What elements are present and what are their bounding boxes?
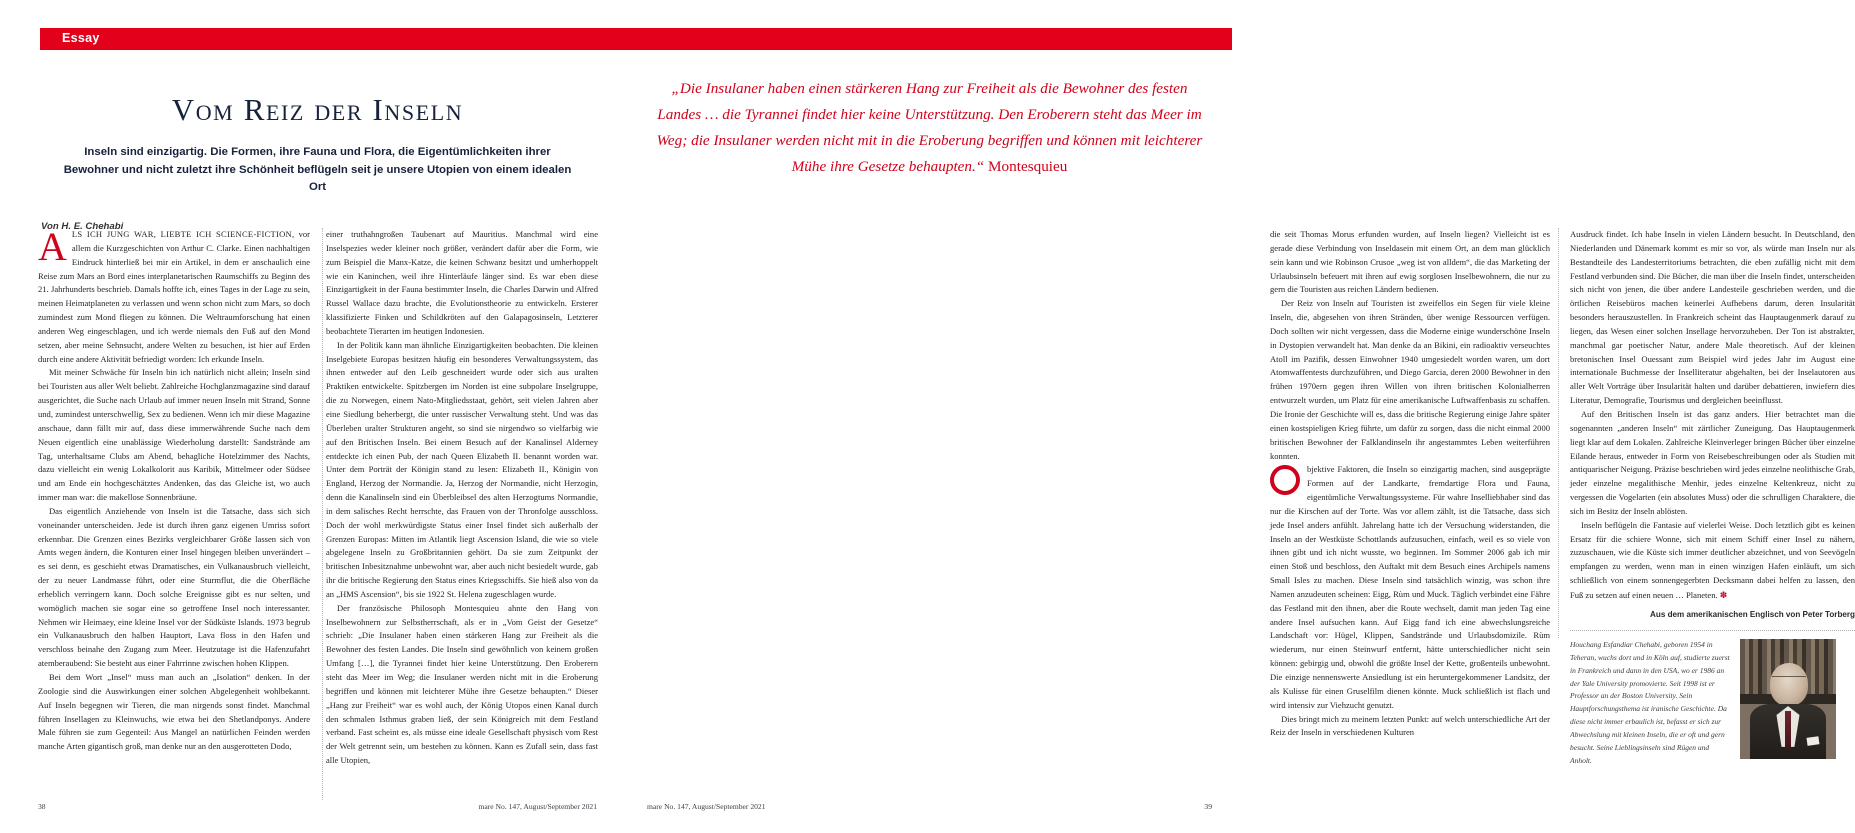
essay-kicker-label: Essay [62, 31, 100, 45]
paragraph: Der Reiz von Inseln auf Touristen ist zweifellos ein Segen für viele kleine Inseln, die, abgesehen von ihren Stränden, über wenige Ressourcen verfügen. Doch sollten wir nicht vergessen, dass die Moderne einige wunderschöne Inseln in Dystopien verwandelt hat. Man denke da an Bikini, ein radioaktiv verseuchtes Atoll im Pazifik, dessen Einwohner 1940 umgesiedelt worden waren, um dort Atomwaffentests durchzuführen, und Diego Garcia, deren 2000 Bewohner in den frühen 1970ern gegen ihren Willen von ihren britischen Kolonialherren entwurzelt wurden, um Platz für eine amerikanische Luftwaffenbasis zu schaffen. Die Ironie der Geschichte will es, dass die britische Regierung einige Jahre später einen kostspieligen Krieg führte, um dafür zu sorgen, dass die nicht einmal 2000 britischen Bewohner der Falklandinseln ihr angestammtes Leben weiterführen konnten. [1270, 298, 1550, 461]
paragraph-text: bjektive Faktoren, die Inseln so einzigartig machen, sind ausgeprägte Formen auf der Landkarte, fremdartige Flora und Fauna, eigentümliche Verwaltungssysteme. Für wahre Inselliebhaber sind das nur die Kirschen auf der Torte. Was vor allem zählt, ist die Tatsache, dass sich jede Insel anders anfühlt. Jahrelang hatte ich der Versuchung widerstanden, die Inseln an der Westküste Schottlands aufzusuchen, einfach, weil es so viele von ihnen gibt und ich nicht wusste, wo beginnen. Im Sommer 2006 gab ich mir einen Stoß und beschloss, den Auftakt mit dem Besuch eines Archipels namens Small Isles zu machen. Diese Inseln sind tatsächlich winzig, was schon ihre Namen anzudeuten scheinen: Eigg, Rùm und Muck. Täglich verbindet eine Fähre das Festland mit den ihnen, aber die Route wechselt, damit man jeden Tag eine andere Insel aufsuchen kann. Auf Eigg fand ich eine abwechslungsreiche Landschaft vor: Hügel, Klippen, Sandstrände und Urlaubsdomizile. Rùm wiederum, nur einen Steinwurf entfernt, hätte unterschiedlicher nicht sein können: gebirgig und, obwohl die größte Insel der Kette, großenteils unbewohnt. Die einzige nennenswerte Ansiedlung ist ein heruntergekommener Landsitz, der als Kulisse für einen Gruselfilm dienen könnte. Muck schließlich ist flach und wird intensiv zur Viehzucht genutzt. [1270, 464, 1550, 710]
pull-quote-attribution: Montesquieu [988, 158, 1068, 176]
page-number-left: 38 [38, 802, 46, 811]
paragraph: Ausdruck findet. Ich habe Inseln in vielen Ländern besucht. In Deutschland, den Niederlanden und Dänemark kommt es mir so vor, als würde man Inseln nur als Bestandteile des Landesterritoriums betrachten, die eben zufällig nicht mit dem Festland verbunden sind. Die Bücher, die man über die Inseln findet, unterscheiden sich nicht von jenen, die über andere Landesteile geschrieben werden, und die örtlichen Reisebüros machen keinerlei Aufhebens darum, deren Insularität besonders herauszustellen. In Frankreich scheint das Hauptaugenmerk darauf zu liegen, das Wesen einer solchen Insellage hervorzuheben. Der Ton ist abstrakter, manchmal gar poetischer Natur, andere Male theoretisch. Auf der kleinen bretonischen Insel Ouessant zum Beispiel wird jedes Jahr im August eine internationale Buchmesse der Inselliteratur abgehalten, bei der Inselautoren aus aller Welt Vorträge über Insularität halten und darüber debattieren, inwiefern dies Literatur, Demografie, Tourismus und dergleichen beeinflusst. [1570, 229, 1855, 406]
dropcap-a: A [38, 224, 67, 269]
paragraph [1270, 463, 1550, 712]
glasses-icon [1772, 676, 1807, 685]
column-3 [1270, 228, 1550, 768]
paragraph-text: Inseln beflügeln die Fantasie auf vielerlei Weise. Doch letztlich gibt es keinen Ersatz für die schiere Wonne, sich mit einem Schiff einer Insel zu nähern, zuzuschauen, wie die Küste sich immer deutlicher abzeichnet, und von Seevögeln empfangen zu werden, wenn man in einen winzigen Hafen einläuft, um sich schließlich von einem sonnengegerbten Decksmann dabei helfen zu lassen, den Fuß zu setzen auf einen neuen … Planeten. [1570, 519, 1855, 600]
byline: Von H. E. Chehabi [41, 221, 124, 233]
page-number-right: 39 [1204, 802, 1212, 811]
paragraph: Mit meiner Schwäche für Inseln bin ich natürlich nicht allein; Inseln sind bei Touristen aus aller Welt beliebt. Zahlreiche Hochglanzmagazine sind darauf ausgerichtet, die Suche nach Urlaub auf immer neuen Inseln mit Strand, Sonne und, zumindest unterschwellig, Sex zu bedienen. Wenn ich mir diese Magazine anschaue, dann fällt mir auf, dass diese immerwährende Suche nach dem Neuen eigentlich eine unablässige Wiederholung darstellt: Sandstrände am Tag, unterhaltsame Clubs am Abend, behagliche Hotelzimmer des Nachts, dazu vielleicht ein wenig Lokalkolorit aus Karibik, Mittelmeer oder Südsee und am Ende ein hochgeschätztes Andenken, das das Gleiche ist, wo auch immer man war: die makellose Sonnenbräune. [38, 367, 310, 503]
translator-credit: Aus dem amerikanischen Englisch von Peter Torberg [1650, 609, 1855, 619]
author-bio [1570, 639, 1855, 768]
issue-line-right: mare No. 147, August/September 2021 [647, 802, 766, 811]
author-bio-text: Houchang Esfandiar Chehabi, geboren 1954 in Teheran, wuchs dort und in Köln auf, studierte zuerst in Frankreich und dann in den USA, wo er 1986 an der Yale University promovierte. Seit 1998 ist er Professor an der Boston University. Sein Hauptforschungsthema ist iranische Geschichte. Da diese nicht immer erbaulich ist, befasst er sich zur Abwechslung mit kleinen Inseln, die er oft und gern besucht. Seine Lieblingsinseln sind Rügen und Anholt. [1570, 639, 1730, 765]
end-mark-icon: ✽ [1719, 589, 1728, 600]
standfirst: Inseln sind einzigartig. Die Formen, ihre Fauna und Flora, die Eigentümlichkeiten ihrer Bewohner und nicht zuletzt ihre Schönheit beflügeln seit je unsere Utopien von einem idealen Ort [63, 146, 572, 194]
issue-line-left: mare No. 147, August/September 2021 [478, 802, 597, 811]
author-portrait-photo [1740, 639, 1836, 759]
paragraph: Auf den Britischen Inseln ist das ganz anders. Hier betrachtet man die sogenannten „anderen Inseln“ mit zärtlicher Zuneigung. Das Hauptaugenmerk liegt klar auf dem Lokalen. Zahlreiche Kleinverleger bringen Bücher über einzelne Eilande heraus, entweder in Form von Reisebeschreibungen oder als Studien mit antiquarischer Neigung. Präzise beschrieben wird jedes einzelne neolithische Grab, jeder einzelne megalithische Menhir, jedes einzelne Keltenkreuz, nicht zu vergessen die Vogelarten (ein absolutes Muss) oder die schrulligen Charaktere, die sich im Besitz der Inseln ablösten. [1570, 408, 1855, 516]
pull-quote [653, 0, 1206, 181]
portrait-tie [1785, 711, 1792, 749]
dropcap-o-ring [1270, 465, 1300, 495]
paragraph: die seit Thomas Morus erfunden wurden, auf Inseln liegen? Vielleicht ist es gerade diese Verbindung von Inseldasein mit einem Ort, an dem man glücklich sein kann und wie Robinson Crusoe „weg ist von alldem“, die das Marketing der Urlaubsinseln befeuert mit ihren auf ewig sorglosen Inselbewohnern, die nur zu gern die Touristen aus reichen Ländern bedienen. [1270, 229, 1550, 295]
paragraph: Der französische Philosoph Montesquieu ahnte den Hang von Inselbewohnern zur Selbstherrschaft, als er in „Vom Geist der Gesetze“ schrieb: „Die Insulaner haben einen stärkeren Hang zur Freiheit als die Bewohner des festen Landes. Die Inseln sind gewöhnlich von keinem großen Umfang […], die Tyrannei findet hier keine Unterstützung. Den Eroberern steht das Meer im Weg; die Insulaner werden nicht mit in die Eroberung begriffen und können mit leichterer Mühe ihre Gesetze behaupten.“ Dieser „Hang zur Freiheit“ war es wohl auch, der König Utopos einen Kanal durch den schmalen Isthmus graben ließ, der sein Königreich mit dem Festland verband. Fast scheint es, als müsse eine ideale Gesellschaft physisch vom Rest der Welt getrennt sein, um bestehen zu können. Kann es Zufall sein, dass fast alle Utopien, [326, 602, 598, 766]
page-right [625, 0, 1855, 833]
page-title: Vom Reiz der Inseln [171, 92, 464, 127]
paragraph: einer truthahngroßen Taubenart auf Mauritius. Manchmal wird eine Inselspezies weder kleiner noch größer, verändert dafür aber die Form, wie zum Beispiel die Manx-Katze, die keinen Schwanz besitzt und umherhoppelt wie ein Kaninchen, weil ihre Hinterläufe länger sind. Es war eben diese Einzigartigkeit in der Fauna bestimmter Inseln, die Charles Darwin und Alfred Russel Wallace dazu brachte, die Evolutionstheorie zu entwickeln. Ersterer klassifizierte Finken und Schildkröten auf den Galapagosinseln, Letzterer beobachtete Tierarten im heutigen Indonesien. [326, 229, 598, 336]
lead-smallcaps: LS ICH JUNG WAR, LIEBTE ICH SCIENCE-FICTION, [71, 229, 295, 239]
paragraph-text: vor allem die Kurzgeschichten von Arthur C. Clarke. Einen nachhaltigen Eindruck hinterließ bei mir ein Artikel, in dem er anschaulich eine Reise zum Mars an Bord eines interplanetarischen Raumschiffs zu Beginn des 21. Jahrhunderts beschrieb. Damals hoffte ich, eines Tages in der Lage zu sein, meinen Heimatplaneten zu verlassen und wenn schon nicht zum Mars, so doch zumindest zum Mond fliegen zu können. Die Weltraumforschung hat einen anderen Weg eingeschlagen, und ich werde niemals den Fuß auf den Mond setzen, aber meine Sehnsucht, andere Welten zu besuchen, ist hier auf Erden durch eine andere Aktivität befriedigt worden: Ich erkunde Inseln. [38, 229, 311, 364]
paragraph [1570, 519, 1855, 603]
paragraph: Dies bringt mich zu meinem letzten Punkt: auf welch unterschiedliche Art der Reiz der Inseln in verschiedenen Kulturen [1270, 713, 1550, 738]
bio-divider [1570, 630, 1855, 631]
paragraph: Das eigentlich Anziehende von Inseln ist die Tatsache, dass sich sich voneinander unterscheiden. Jede ist durch ihren ganz eigenen Umriss sofort erkennbar. Die Grenzen eines Bezirks vergleichbarer Größe lassen sich von Amts wegen ändern, die Konturen einer Insel hingegen bleiben unverändert – es sei denn, es geschieht etwas Dramatisches, ein Vulkanausbruch vielleicht, der zu neuer Landmasse führt, oder eine Sturmflut, die die Oberfläche erheblich verringern kann. Doch solche Ereignisse gibt es nur selten, und womöglich machen sie sogar eine so getroffene Insel noch interessanter. Nehmen wir Heimaey, eine kleine Insel vor der Südküste Islands. 1973 begrub ein Vulkanausbruch den halben Hauptort, Lava floss in den Hafen und verschloss beinahe den Zugang zum Meer. Heutzutage ist die Hafenzufahrt atemberaubend: Sie besteht aus einer Fahrrinne zwischen hohen Klippen. [38, 505, 310, 669]
column-4 [1570, 228, 1855, 768]
paragraph: In der Politik kann man ähnliche Einzigartigkeiten beobachten. Die kleinen Inselgebiete Europas besitzen häufig ein besonderes Verwaltungssystem, das ihnen entweder auf den Leib geschneidert wurde oder sich aus uralten Praktiken entwickelte. Spitzbergen im Norden ist eine subpolare Inselgruppe, die zu Norwegen, einem Nato-Mitgliedsstaat, gehört, seit vielen Jahren aber eine Siedlung beherbergt, die unter russischer Verwaltung steht. Und was das Überleben uralter Strukturen angeht, so sind sie nirgendwo so vielfarbig wie auf den Britischen Inseln. Bei einem Besuch auf der Kanalinsel Alderney entdeckte ich einen Pub, der nach Queen Elizabeth II. benannt worden war. Unter dem Porträt der Königin stand zu lesen: Elizabeth II., Königin von England, Herzog der Normandie. Ja, Herzog der Normandie, nicht Herzogin, denn die Kanalinseln sind ein Überbleibsel des alten Herzogtums Normandie, in dem salisches Recht herrschte, das Frauen von der Thronfolge ausschloss. Doch der wohl merkwürdigste Status einer Insel findet sich außerhalb der Grenzen Europas: Mitten im Atlantik liegt Ascension Island, die wie so viele abgelegene Inseln zu Großbritannien gehört. Da sie zum Zeitpunkt der britischen Inbesitznahme unbewohnt war, aber auch nicht besiedelt wurde, gab ihr die britische Regierung den Status eines Kriegsschiffs. Sie hieß also von da an „HMS Ascension“, bis sie 1922 St. Helena zugeschlagen wurde. [326, 339, 598, 599]
pull-quote-text: „Die Insulaner haben einen stärkeren Hang zur Freiheit als die Bewohner des festen Landes … die Tyrannei findet hier keine Unterstützung. Den Eroberern steht das Meer im Weg; die Insulaner werden nicht mit in die Eroberung begriffen und können mit leichterer Mühe ihre Gesetze behaupten.“ [656, 80, 1203, 176]
right-page-columns [1270, 228, 1855, 768]
paragraph: Bei dem Wort „Insel“ muss man auch an „Isolation“ denken. In der Zoologie sind die Auswirkungen einer solchen Abgelegenheit wohlbekannt. Auf Inseln begegnen wir Tieren, die man nirgends sonst findet. Manchmal führen Insellagen zu Kleinwuchs, wie etwa bei den Shetlandponys. Andere Male führen sie zum Gegenteil: Aus Mangel an natürlichen Feinden werden manche Arten gigantisch groß, man denke nur an den ausgerotteten Dodo, [38, 672, 310, 752]
page-left [0, 0, 625, 833]
column-2 [326, 228, 598, 768]
